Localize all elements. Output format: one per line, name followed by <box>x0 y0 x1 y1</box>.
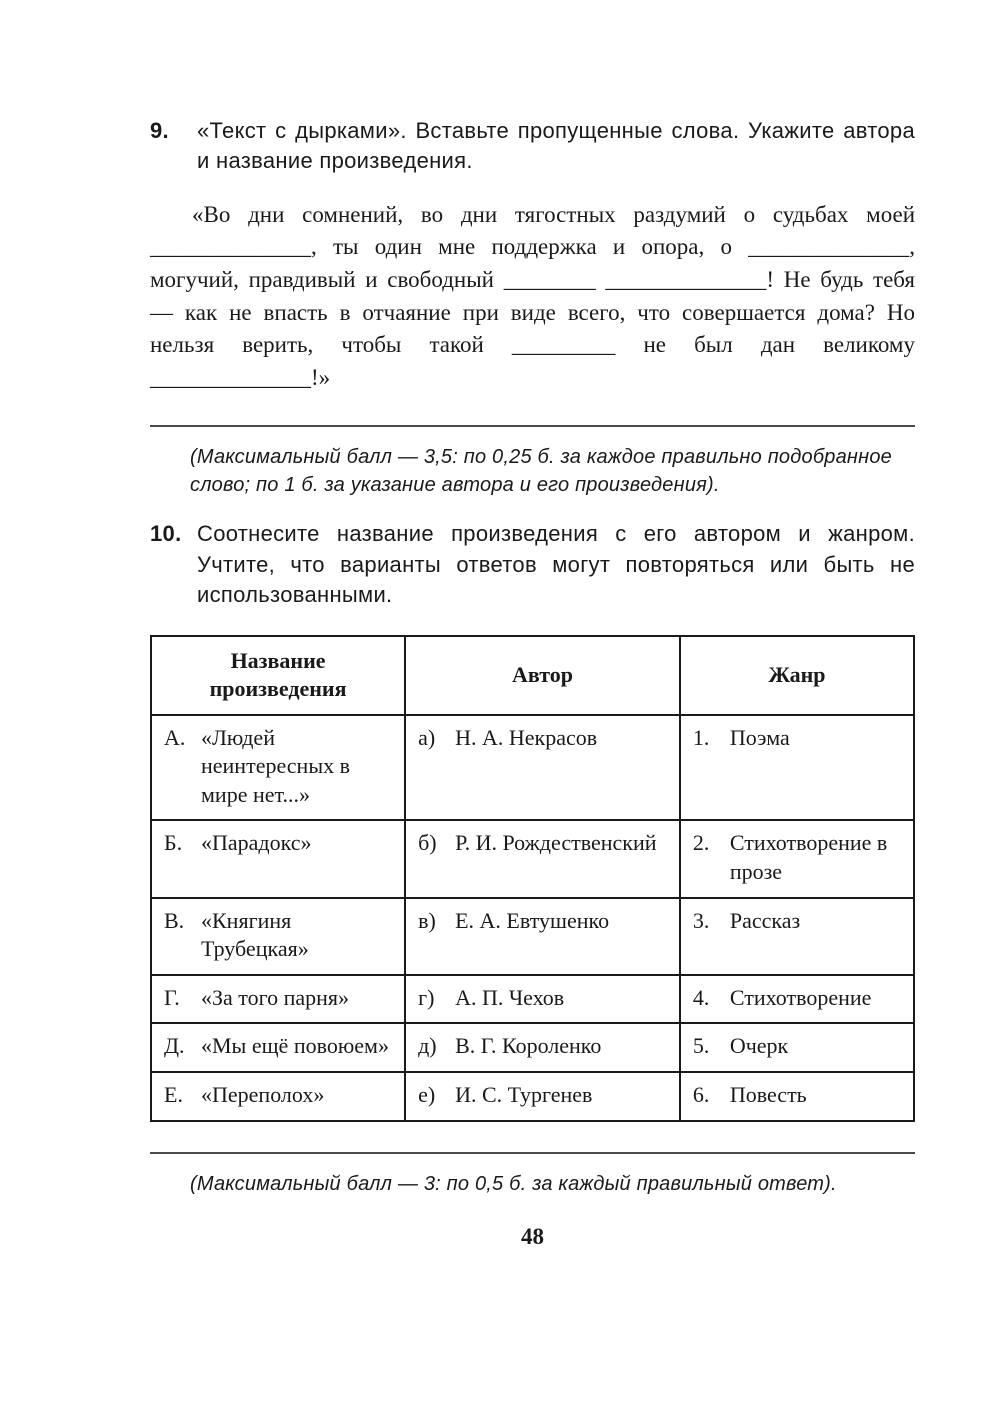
title-cell <box>151 1023 405 1072</box>
title-text: «Парадокс» <box>201 830 312 856</box>
title-label: Б. <box>164 830 183 856</box>
author-text: В. Г. Короленко <box>455 1033 602 1059</box>
author-text: Р. И. Рождественский <box>455 830 657 856</box>
table-row <box>151 820 914 897</box>
genre-text: Повесть <box>729 1082 807 1108</box>
table-header-row <box>151 636 914 715</box>
title-label: А. <box>164 724 186 750</box>
genre-label: 2. <box>692 830 710 856</box>
author-label: в) <box>418 907 436 933</box>
genre-text: Стихотворение <box>729 984 872 1010</box>
title-cell <box>151 820 405 897</box>
title-text: «Людей неинтересных в мире нет...» <box>201 724 350 807</box>
header-title-column: Название произведения <box>151 636 405 715</box>
genre-cell <box>680 1023 914 1072</box>
question-9-score-note: (Максимальный балл — 3,5: по 0,25 б. за каждое правильно подобранное слово; по 1 б. за указание автора и его произведения). <box>190 445 892 497</box>
question-9-prompt: «Текст с дырками». Вставьте пропущенные слова. Укажите автора и название произведения. <box>197 118 915 174</box>
header-genre-column: Жанр <box>680 636 914 715</box>
title-cell <box>151 898 405 975</box>
matching-table-body <box>151 715 914 1121</box>
author-text: Е. А. Евтушенко <box>455 907 610 933</box>
author-cell <box>405 1072 680 1121</box>
question-10-prompt: Соотнесите название произведения с его автором и жанром. Учтите, что варианты ответов могут повторяться или быть не использованными. <box>197 521 915 608</box>
table-row <box>151 975 914 1024</box>
author-cell <box>405 715 680 821</box>
genre-text: Очерк <box>729 1033 789 1059</box>
genre-text: Поэма <box>729 724 790 750</box>
title-cell <box>151 975 405 1024</box>
author-cell <box>405 1023 680 1072</box>
author-label: а) <box>418 724 436 750</box>
genre-label: 1. <box>692 724 710 750</box>
question-9-number: 9. <box>150 118 169 143</box>
author-text: И. С. Тургенев <box>455 1082 593 1108</box>
genre-text: Рассказ <box>729 907 801 933</box>
genre-cell <box>680 715 914 821</box>
author-cell <box>405 820 680 897</box>
page-content <box>150 0 915 1250</box>
genre-cell <box>680 1072 914 1121</box>
genre-cell <box>680 820 914 897</box>
author-text: Н. А. Некрасов <box>455 724 598 750</box>
genre-label: 5. <box>692 1033 710 1059</box>
divider-after-q10 <box>150 1152 915 1154</box>
title-text: «Княгиня Трубецкая» <box>201 907 309 962</box>
author-text: А. П. Чехов <box>455 984 565 1010</box>
genre-cell <box>680 975 914 1024</box>
header-author-column: Автор <box>405 636 680 715</box>
genre-text: Стихотворение в прозе <box>729 830 888 885</box>
matching-table <box>150 635 915 1122</box>
question-10 <box>150 519 915 610</box>
matching-table-header <box>151 636 914 715</box>
table-row <box>151 1023 914 1072</box>
table-row <box>151 715 914 821</box>
table-row <box>151 898 914 975</box>
question-10-score-note: (Максимальный балл — 3: по 0,5 б. за каждый правильный ответ). <box>190 1172 837 1195</box>
author-cell <box>405 898 680 975</box>
title-text: «За того парня» <box>201 984 350 1010</box>
title-text: «Мы ещё повоюем» <box>201 1033 389 1059</box>
genre-label: 3. <box>692 907 710 933</box>
question-9-quote-with-blanks: «Во дни сомнений, во дни тягостных раздумий о судьбах моей ______________, ты один мне поддержка и опора, о ______________, могучий, правдивый и свободный ________ ______________! Не будь тебя — как не впасть в отчаяние при виде всего, что совершается дома? Но нельзя верить, чтобы такой _________ не был дан великому ______________!» <box>150 201 915 390</box>
title-cell <box>151 715 405 821</box>
title-label: Е. <box>164 1082 183 1108</box>
genre-label: 6. <box>692 1082 710 1108</box>
title-cell <box>151 1072 405 1121</box>
genre-label: 4. <box>692 984 710 1010</box>
genre-cell <box>680 898 914 975</box>
author-label: г) <box>418 984 435 1010</box>
title-label: Д. <box>164 1033 185 1059</box>
title-label: Г. <box>164 984 180 1010</box>
author-label: д) <box>418 1033 437 1059</box>
question-10-number: 10. <box>150 521 182 547</box>
table-row <box>151 1072 914 1121</box>
divider-after-q9 <box>150 425 915 427</box>
title-label: В. <box>164 907 185 933</box>
question-9 <box>150 116 915 177</box>
title-text: «Переполох» <box>201 1082 325 1108</box>
page-number: 48 <box>521 1224 544 1250</box>
author-label: е) <box>418 1082 436 1108</box>
author-label: б) <box>418 830 437 856</box>
author-cell <box>405 975 680 1024</box>
